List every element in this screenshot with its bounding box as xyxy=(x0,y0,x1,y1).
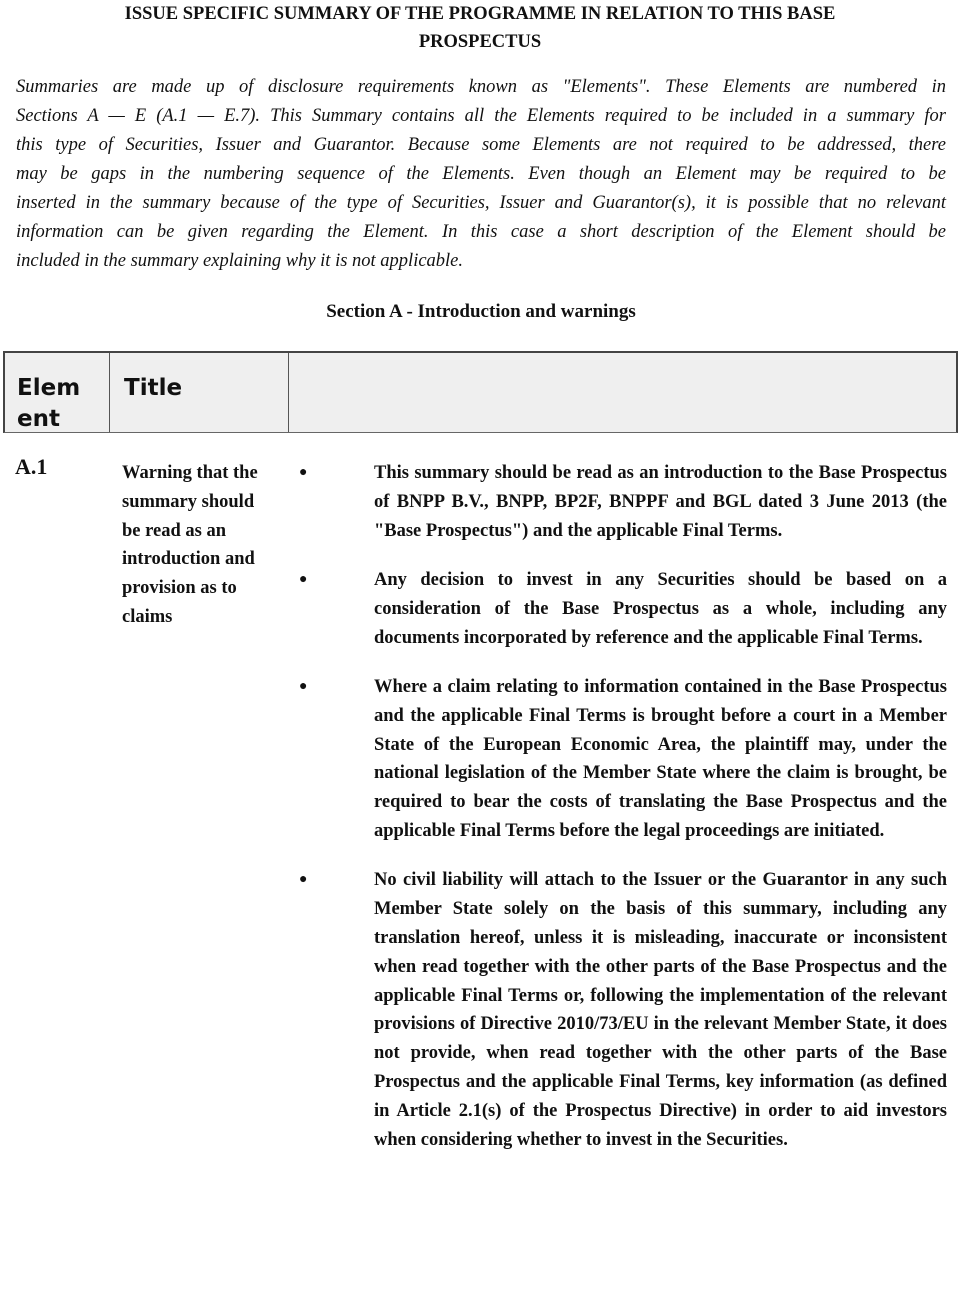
intro-paragraph xyxy=(16,73,946,276)
column-divider xyxy=(288,353,289,432)
intro-line: inserted in the summary because of the type of Securities, Issuer and Guarantor(s), it is possible that no relevant xyxy=(16,193,946,213)
intro-line: Summaries are made up of disclosure requirements known as "Elements". These Elements are numbered in xyxy=(16,77,946,97)
warning-bullet-list xyxy=(297,459,947,1175)
intro-line: information can be given regarding the Element. In this case a short description of the Element should be xyxy=(16,222,946,242)
bullet-text: No civil liability will attach to the Issuer or the Guarantor in any such Member State solely on the basis of this summary, including any translation hereof, unless it is misleading, inaccurate or inconsistent when read together with the other parts of the Base Prospectus and the applicable Final Terms or, following the implementation of the relevant provisions of Directive 2010/73/EU in the relevant Member State, it does not provide, when read together with the other parts of the Base Prospectus and the applicable Final Terms, key information (as defined in Article 2.1(s) of the Prospectus Directive) in order to aid investors when considering whether to invest in the Securities. xyxy=(374,870,947,1150)
bullet-icon: ● xyxy=(299,465,308,480)
header-element-line: Elem xyxy=(17,375,81,401)
document-title xyxy=(0,0,960,56)
document-title-line: PROSPECTUS xyxy=(418,32,542,52)
intro-line: may be gaps in the numbering sequence of the Elements. Even though an Element may be required to be xyxy=(16,164,946,184)
element-title-line: introduction and xyxy=(122,549,255,570)
bullet-text: Any decision to invest in any Securities should be based on a consideration of the Base Prospectus as a whole, including any documents incorporated by reference and the applicable Final Terms. xyxy=(374,569,947,648)
header-element xyxy=(17,373,107,435)
bullet-item xyxy=(297,459,947,545)
bullet-item xyxy=(297,566,947,652)
bullet-text: This summary should be read as an introduction to the Base Prospectus of BNPP B.V., BNPP, BP2F, BNPPF and BGL dated 3 June 2013 (the "Base Prospectus") and the applicable Final Terms. xyxy=(374,463,947,541)
header-element-line: ent xyxy=(17,406,60,432)
intro-line: Sections A — E (A.1 — E.7). This Summary contains all the Elements required to be included in a summary for xyxy=(16,106,946,126)
bullet-item xyxy=(297,673,947,846)
element-title-line: claims xyxy=(122,606,173,627)
table-header-row xyxy=(3,351,958,433)
bullet-item xyxy=(297,866,947,1154)
element-id: A.1 xyxy=(15,454,48,479)
bullet-icon: ● xyxy=(299,678,308,694)
header-title: Title xyxy=(124,375,183,401)
section-heading: Section A - Introduction and warnings xyxy=(326,301,636,322)
bullet-icon: ● xyxy=(299,872,308,888)
bullet-text: Where a claim relating to information contained in the Base Prospectus and the applicable Final Terms is brought before a court in a Member State of the European Economic Area, the plaintiff may, under the national legislation of the Member State where the claim is brought, be required to bear the costs of translating the Base Prospectus and the applicable Final Terms before the legal proceedings are initiated. xyxy=(374,676,947,841)
element-title-line: Warning that the xyxy=(122,463,258,483)
element-title-line: summary should xyxy=(122,491,255,512)
intro-line: included in the summary explaining why it is not applicable. xyxy=(16,251,464,271)
bullet-icon: ● xyxy=(299,571,308,587)
intro-line: this type of Securities, Issuer and Guarantor. Because some Elements are not required to be addressed, there xyxy=(16,135,946,155)
element-title-line: provision as to xyxy=(122,578,237,599)
element-title-line: be read as an xyxy=(122,520,226,541)
element-title xyxy=(122,459,282,632)
column-divider xyxy=(109,353,110,432)
document-title-line: ISSUE SPECIFIC SUMMARY OF THE PROGRAMME IN RELATION TO THIS BASE xyxy=(124,4,836,24)
